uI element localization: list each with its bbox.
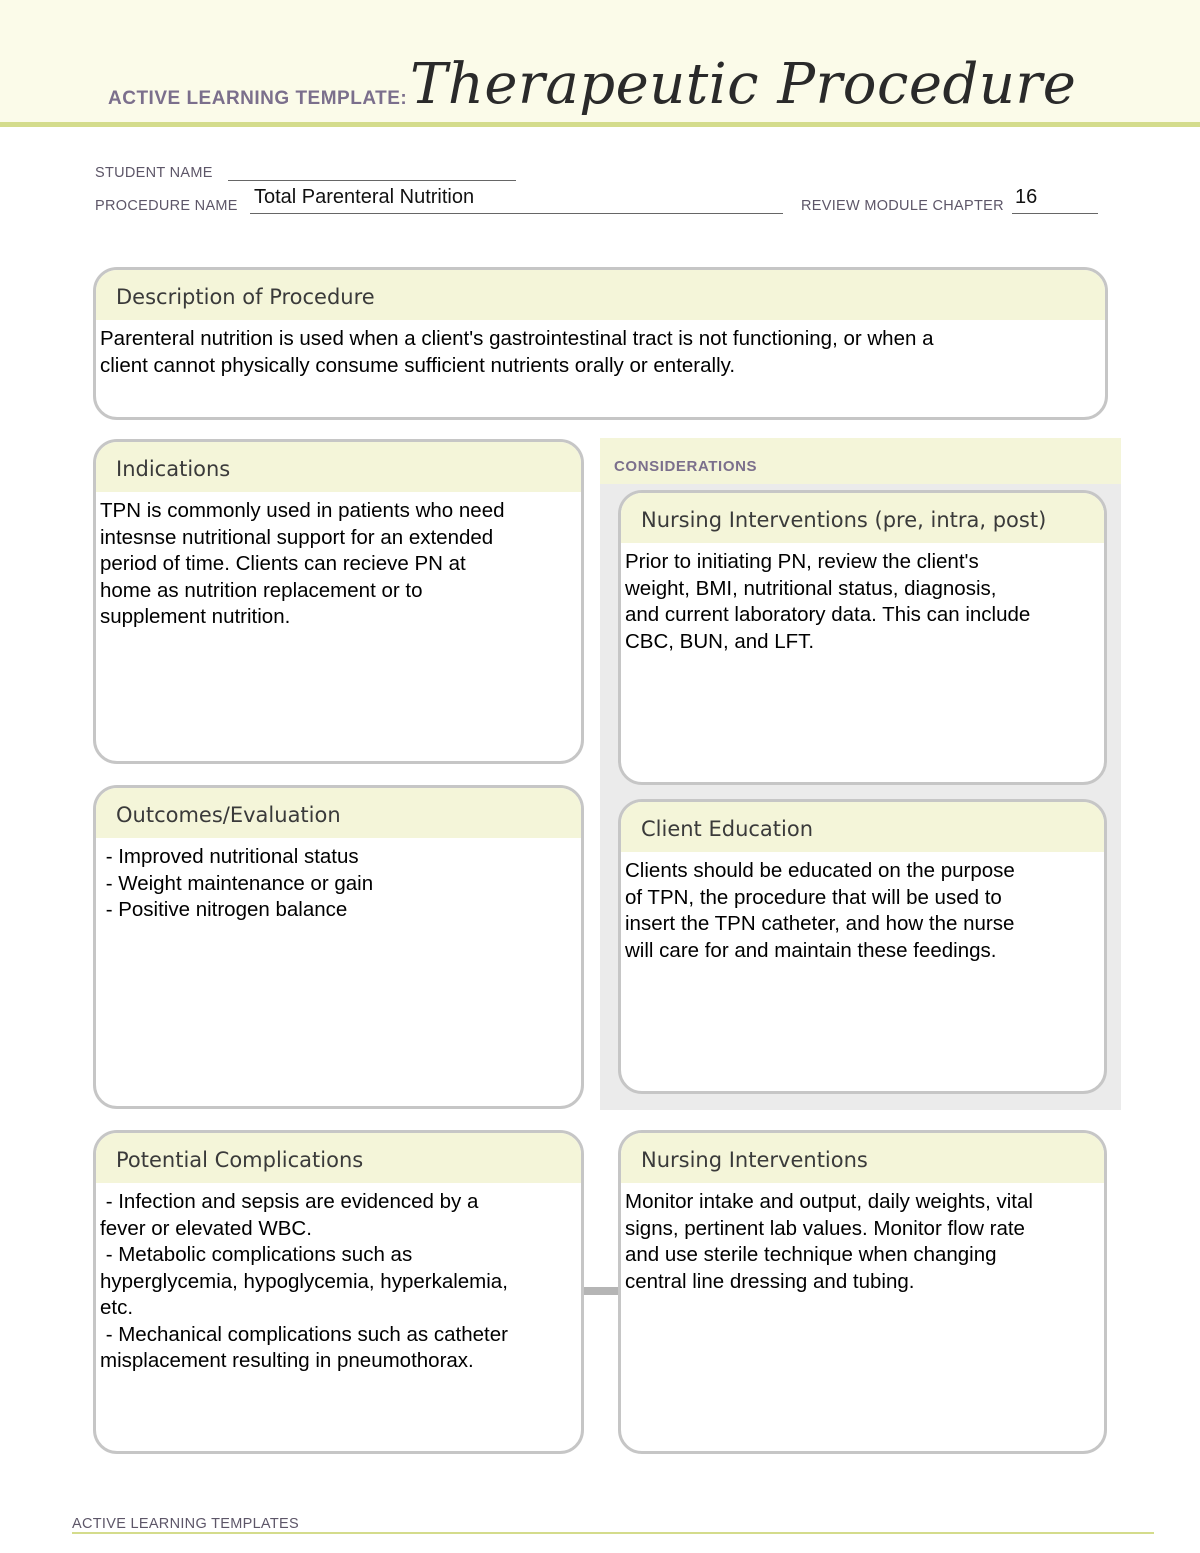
client-education-box [618,799,1107,1094]
procedure-name-label: PROCEDURE NAME [95,198,238,214]
description-heading: Description of Procedure [96,270,1105,320]
client-education-text[interactable]: Clients should be educated on the purpose of TPN, the procedure that will be used to insert the TPN catheter, and how the nurse will care for and maintain these feedings. [625,859,1015,962]
template-title: Therapeutic Procedure [410,52,1077,117]
review-module-line [1012,213,1098,214]
indications-text[interactable]: TPN is commonly used in patients who need intesnse nutritional support for an extended period of time. Clients can recieve PN at home as nutrition replacement or to supplement nutrition. [100,499,505,628]
outcomes-heading: Outcomes/Evaluation [96,788,581,838]
client-education-heading: Client Education [621,802,1104,852]
nursing-interventions-pip-text[interactable]: Prior to initiating PN, review the client's weight, BMI, nutritional status, diagnosis, and current laboratory data. This can include CBC, BUN, and LFT. [625,550,1031,653]
review-module-label: REVIEW MODULE CHAPTER [801,198,1004,214]
complications-heading: Potential Complications [96,1133,581,1183]
outcomes-text[interactable]: - Improved nutritional status - Weight maintenance or gain - Positive nitrogen balance [105,845,374,921]
complications-box [93,1130,584,1454]
indications-heading: Indications [96,442,581,492]
student-name-label: STUDENT NAME [95,165,213,181]
procedure-name-field[interactable]: Total Parenteral Nutrition [254,186,475,208]
review-module-field[interactable]: 16 [1015,186,1038,208]
nursing-interventions-text[interactable]: Monitor intake and output, daily weights, vital signs, pertinent lab values. Monitor flow rate and use sterile technique when changing central line dressing and tubing. [625,1190,1033,1293]
footer-label: ACTIVE LEARNING TEMPLATES [72,1516,299,1532]
indications-box [93,439,584,764]
nursing-interventions-heading: Nursing Interventions [621,1133,1104,1183]
description-box [93,267,1108,420]
template-label: ACTIVE LEARNING TEMPLATE: [108,88,408,109]
header-divider [0,122,1200,127]
box-connector [583,1287,621,1295]
complications-text[interactable]: - Infection and sepsis are evidenced by a fever or elevated WBC. - Metabolic complications such as hyperglycemia, hypoglycemia, hyperkalemia, etc. - Mechanical complications such as catheter misplacement resulting in pneumothorax. [100,1190,508,1372]
considerations-label: CONSIDERATIONS [614,458,758,475]
description-text[interactable]: Parenteral nutrition is used when a client's gastrointestinal tract is not functioning, or when a client cannot physically consume sufficient nutrients orally or enterally. [100,327,934,377]
procedure-name-line [250,213,783,214]
nursing-interventions-box [618,1130,1107,1454]
footer-divider [72,1532,1154,1534]
outcomes-box [93,785,584,1109]
nursing-interventions-pip-heading: Nursing Interventions (pre, intra, post) [621,493,1104,543]
nursing-interventions-pip-box [618,490,1107,785]
student-name-line [228,180,516,181]
